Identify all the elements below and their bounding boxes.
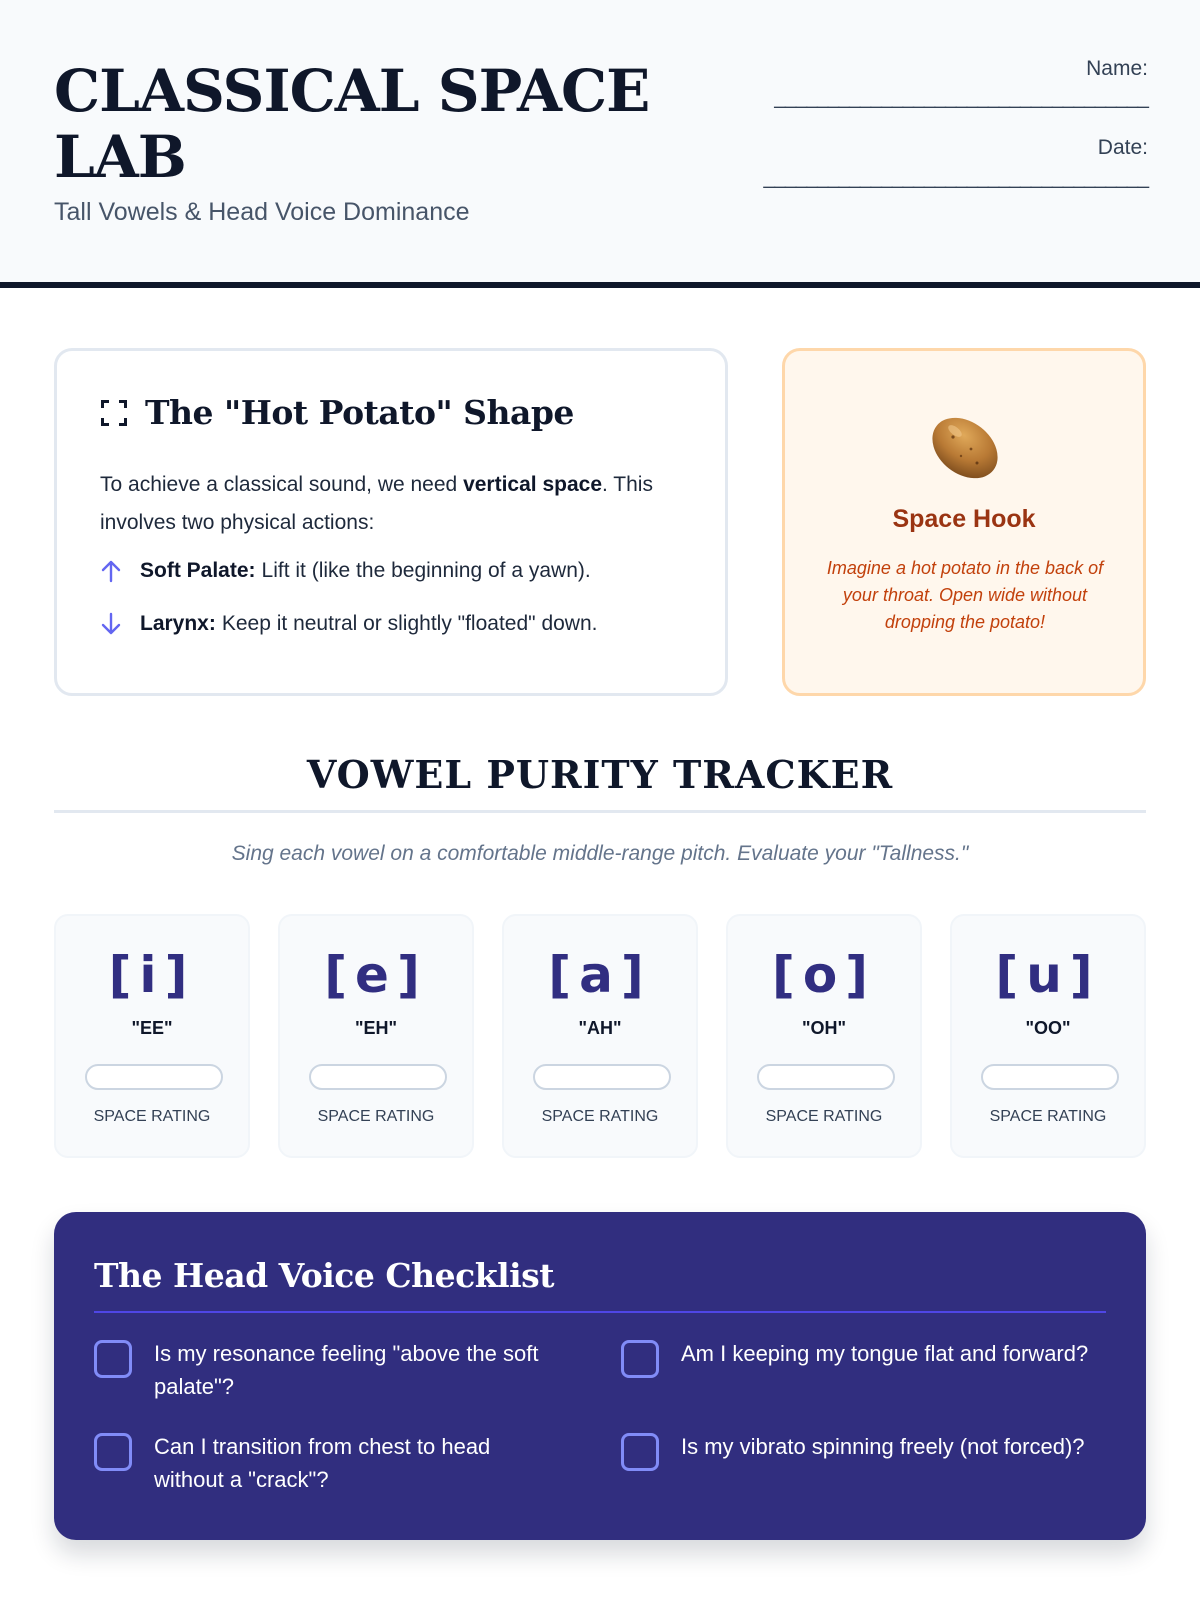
vowel-sound: "AH" xyxy=(578,1018,622,1038)
frame-corners-icon xyxy=(101,400,127,426)
vowel-sound: "EE" xyxy=(131,1018,173,1038)
checklist-item xyxy=(621,1430,1091,1471)
tracker-title: VOWEL PURITY TRACKER xyxy=(306,752,894,797)
vowel-sound: "EH" xyxy=(354,1018,398,1038)
vowel-ipa: [i] xyxy=(108,946,196,1004)
checklist-item-text: Is my resonance feeling "above the soft palate"? xyxy=(154,1341,539,1399)
hot-potato-shape-card xyxy=(54,348,728,696)
page-title: CLASSICAL SPACE LAB xyxy=(54,57,650,191)
vowel-card-a xyxy=(502,914,698,1158)
tracker-instructions: Sing each vowel on a comfortable middle-range pitch. Evaluate your "Tallness." xyxy=(231,842,969,865)
space-rating-label: SPACE RATING xyxy=(541,1108,659,1125)
name-field[interactable]: ___________________________________ xyxy=(774,86,1148,109)
larynx-item xyxy=(100,612,597,636)
checkbox[interactable] xyxy=(94,1433,132,1471)
soft-palate-text: Lift it (like the beginning of a yawn). xyxy=(261,559,591,582)
date-label: Date: xyxy=(1097,136,1148,159)
vowel-sound: "OH" xyxy=(801,1018,847,1038)
checklist-item-text: Is my vibrato spinning freely (not forced)? xyxy=(681,1434,1085,1459)
vowel-ipa: [e] xyxy=(324,946,428,1004)
potato-icon xyxy=(927,411,1003,485)
space-hook-card xyxy=(782,348,1146,696)
space-rating-input[interactable] xyxy=(757,1064,895,1090)
vowel-ipa: [o] xyxy=(771,946,877,1004)
checklist-item xyxy=(621,1337,1091,1378)
space-hook-text: Imagine a hot potato in the back of your throat. Open wide without dropping the potato! xyxy=(826,558,1104,632)
vowel-card-o xyxy=(726,914,922,1158)
page-subtitle: Tall Vowels & Head Voice Dominance xyxy=(54,198,470,226)
space-rating-label: SPACE RATING xyxy=(93,1108,211,1125)
checklist-divider xyxy=(94,1311,1106,1313)
soft-palate-item xyxy=(100,559,591,583)
checklist-title: The Head Voice Checklist xyxy=(94,1256,554,1295)
date-field[interactable]: ____________________________________ xyxy=(763,166,1148,189)
space-rating-input[interactable] xyxy=(981,1064,1119,1090)
checkbox[interactable] xyxy=(621,1340,659,1378)
shape-card-intro: To achieve a classical sound, we need vertical space. This involves two physical actions: xyxy=(100,473,653,534)
checkbox[interactable] xyxy=(621,1433,659,1471)
checkbox[interactable] xyxy=(94,1340,132,1378)
vowel-card-u xyxy=(950,914,1146,1158)
space-rating-label: SPACE RATING xyxy=(317,1108,435,1125)
space-rating-input[interactable] xyxy=(533,1064,671,1090)
name-label: Name: xyxy=(1086,57,1148,80)
checklist-item xyxy=(94,1337,564,1403)
page-header xyxy=(0,0,1200,288)
larynx-text: Keep it neutral or slightly "floated" down. xyxy=(221,612,598,635)
head-voice-checklist xyxy=(54,1212,1146,1540)
space-hook-title: Space Hook xyxy=(892,505,1036,533)
vowel-card-e xyxy=(278,914,474,1158)
vowel-ipa: [a] xyxy=(548,946,652,1004)
shape-card-title: The "Hot Potato" Shape xyxy=(145,393,574,432)
vowel-card-i xyxy=(54,914,250,1158)
space-rating-label: SPACE RATING xyxy=(989,1108,1107,1125)
checklist-item-text: Can I transition from chest to head without a "crack"? xyxy=(154,1434,491,1492)
vowel-ipa: [u] xyxy=(995,946,1101,1004)
checklist-item-text: Am I keeping my tongue flat and forward? xyxy=(681,1341,1089,1366)
vowel-sound: "OO" xyxy=(1025,1018,1071,1038)
tracker-divider xyxy=(54,810,1146,813)
arrow-up-icon xyxy=(100,559,122,583)
larynx-label: Larynx: xyxy=(140,612,216,635)
space-rating-label: SPACE RATING xyxy=(765,1108,883,1125)
checklist-item xyxy=(94,1430,564,1496)
space-rating-input[interactable] xyxy=(309,1064,447,1090)
space-rating-input[interactable] xyxy=(85,1064,223,1090)
shape-card-heading xyxy=(101,393,574,432)
arrow-down-icon xyxy=(100,612,122,636)
soft-palate-label: Soft Palate: xyxy=(140,559,256,582)
